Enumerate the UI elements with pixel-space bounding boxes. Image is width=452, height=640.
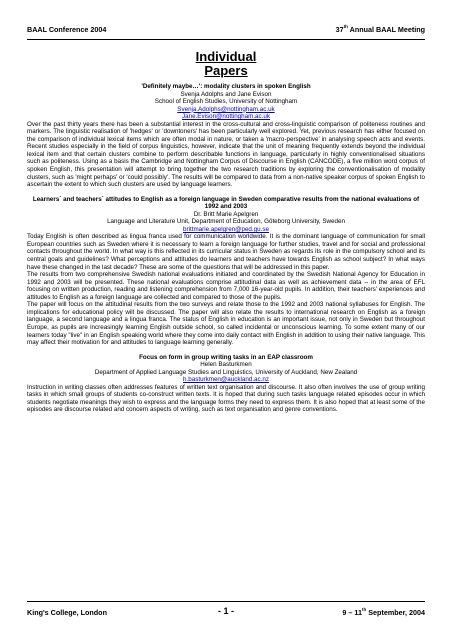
section-title: Individual Papers [195, 49, 257, 78]
papers-content [27, 83, 425, 414]
running-footer [27, 606, 425, 618]
paper-title: Learners´ and teachers´ attitudes to English as a foreign language in Sweden comparative results from the national evaluations of 1992 and 2003 [32, 195, 420, 211]
header-conference: BAAL Conference 2004 [27, 25, 107, 34]
paper-1 [27, 83, 425, 189]
footer-venue: King's College, London [27, 608, 107, 617]
header-rule [27, 39, 425, 40]
paper-title: 'Definitely maybe…': modality clusters in spoken English [141, 83, 311, 90]
paper-authors: Helen Basturkmen [200, 361, 252, 369]
abstract-paragraph: Instruction in writing classes often addresses features of written text organisation and discourse. It also often involves the use of group writing tasks in which small groups of students co-construct written texts. It is hoped that during such tasks language related episodes occur in which students negotiate meanings they wish to express and the language forms they need to express them. It is also hoped that at least some of the episodes are discourse related and concern aspects of writing, such as text organisation and genre conventions. [27, 383, 425, 414]
author-email-link[interactable]: Jane.Evison@nottingham.ac.uk [182, 113, 270, 121]
paper-authors: Svenja Adolphs and Jane Evison [180, 90, 272, 98]
author-email-link[interactable]: brittmarie.apelgren@ped.gu.se [183, 225, 269, 233]
author-email-link[interactable]: h.basturkmen@auckland.ac.nz [183, 376, 269, 384]
abstract-paragraph: Today English is often described as lingua franca used for communication worldwide. It is the dominant language of communication for small European countries such as Sweden where it is necessary to learn a foreign language for further studies, travel and for social and professional contacts throughout the world. In what way is this reflected in its curricular status in Sweden as regards its role in the compulsory school and its central goals and guidelines? What perceptions and attitudes do learners and teachers have towards English as school subject? In what ways have these changed in the last decade? These are some of the questions that will be addressed in this paper. [27, 233, 425, 271]
page-number: - 1 - [217, 606, 234, 616]
abstract-paragraph: The paper will focus on the attitudinal results from the two surveys and relate those to the 1992 and 2003 national syllabuses for English. The implications for educational policy will be discussed. The paper will also relate the results to international research on English as a foreign language, a second language and a lingua franca. The status of English in education is an important issue, not only in Sweden but throughout Europe, as pupils are increasingly learning English outside school, so called incidental or unconscious learning. To some extent many of our learners today "live" in an English speaking world where they come into daily contact with English in addition to using their native language. This may affect their motivation for and attitudes to language learning generally. [27, 301, 425, 347]
footer-rule [27, 601, 425, 602]
paper-authors: Dr. Britt Marie Apelgren [193, 210, 259, 218]
running-header [27, 25, 425, 37]
footer-dates: 9 – 11th September, 2004 [342, 607, 425, 617]
paper-affiliation: Language and Literature Unit, Department of Education, Göteborg University, Sweden [107, 218, 345, 226]
abstract-paragraph: Over the past thirty years there has been a substantial interest in the cross-cultural and cross-linguistic comparison of politeness routines and markers. The linguistic realisation of 'hedges' or 'downtoners' has been particularly well explored. Yet, previous research has either focused on the comparison of individual lexical items which are often modal in nature, or taken a 'macro-perspective' in analysing speech acts and events. Recent studies especially in the field of corpus linguistics, however, indicate that the unit of meaning frequently extends beyond the individual lexical item and that certain clusters combine to perform describable functions in language, particularly in highly conventionalised situations such as politeness. Using as a basis the Cambridge and Nottingham Corpus of Discourse in English (CANCODE), a five million word corpus of spoken English, this presentation will attempt to bring together the two research traditions by exploring the conventionalisation of modality clusters, such as 'might perhaps' or 'could possibly'. The results will be compared to data from a non-native speaker corpus of spoken English to ascertain the extent to which such clusters are used by language learners. [27, 120, 425, 189]
paper-title: Focus on form in group writing tasks in an EAP classroom [139, 353, 313, 361]
paper-3 [27, 354, 425, 414]
paper-affiliation: School of English Studies, University of Nottingham [154, 98, 298, 106]
abstract-paragraph: The results from two comprehensive Swedish national evaluations initiated and coordinated by the Swedish National Agency for Education in 1992 and 2003 will be presented. These national evaluations comprise attitudinal data as well as achievement data -- in the area of EFL focusing on written production, reading and listening comprehension from 7,000 16-year-old pupils. In addition, their teachers' experiences and attitudes to English as a foreign language are collected and compared to those of the pupils. [27, 271, 425, 301]
paper-affiliation: Department of Applied Language Studies and Linguistics, University of Auckland, New Zealand [94, 368, 358, 376]
paper-2 [27, 196, 425, 347]
author-email-link[interactable]: Svenja.Adolphs@nottingham.ac.uk [177, 105, 275, 113]
header-meeting: 37th Annual BAAL Meeting [335, 24, 425, 34]
